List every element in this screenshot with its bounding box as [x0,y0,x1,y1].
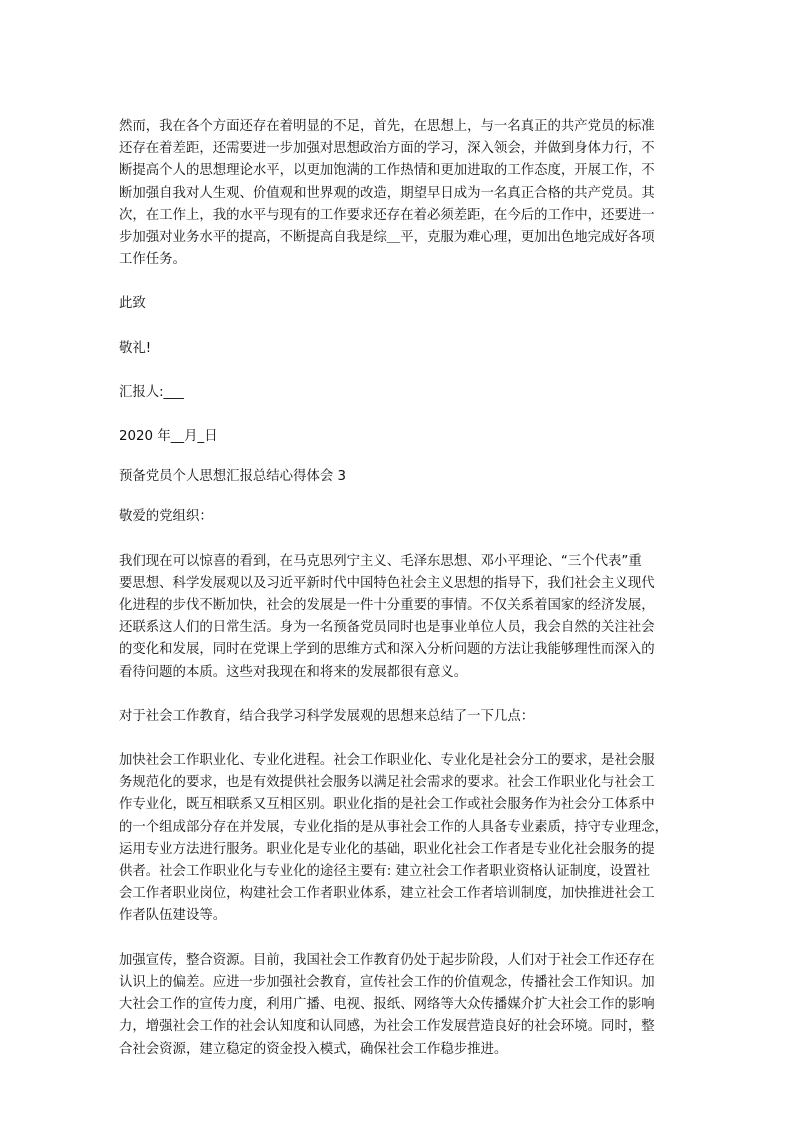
text-line: 供者。社会工作职业化与专业化的途径主要有: 建立社会工作者职业资格认证制度，设置社 [119,864,650,880]
text-line: 合社会资源，建立稳定的资金投入模式，确保社会工作稳步推进。 [119,1041,508,1057]
reporter-line [119,382,679,404]
text-line: 还存在着差距，还需要进一步加强对思想政治方面的学习，深入领会，并做到身体力行，不 [119,141,655,157]
text-line: 汇报人:___ [119,384,184,400]
text-line: 务规范化的要求，也是有效提供社会服务以满足社会需求的要求。社会工作职业化与社会工 [119,775,655,791]
text-line: 敬爱的党组织： [119,509,213,525]
text-line: 此致 [119,296,146,312]
greeting-party [119,506,679,528]
text-line: 2020 年__月_日 [119,429,218,445]
text-line: 化进程的步伐不断加快，社会的发展是一件十分重要的事情。不仅关系着国家的经济发展， [119,598,655,614]
text-line: 认识上的偏差。应进一步加强社会教育，宣传社会工作的价值观念，传播社会工作知识。加 [119,974,655,990]
text-line: 的变化和发展，同时在党课上学到的思维方式和深入分析问题的方法让我能够理性而深入的 [119,642,655,658]
text-line: 然而，我在各个方面还存在着明显的不足，首先，在思想上，与一名真正的共产党员的标准 [119,119,655,134]
text-line: 大社会工作的宣传力度，利用广播、电视、报纸、网络等大众传播媒介扩大社会工作的影响 [119,997,655,1013]
text-line: 力，增强社会工作的社会认知度和认同感，为社会工作发展营造良好的社会环境。同时，整 [119,1019,655,1035]
text-line: 看待问题的本质。这些对我现在和将来的发展都很有意义。 [119,664,468,680]
text-line: 会工作者职业岗位，构建社会工作者职业体系，建立社会工作者培训制度，加快推进社会工 [119,886,655,902]
text-line: 我们现在可以惊喜的看到，在马克思列宁主义、毛泽东思想、邓小平理论、“三个代表”重 [119,553,642,569]
text-line: 步加强对业务水平的提高，不断提高自我是综＿平，克服为难心理，更加出色地完成好各项 [119,230,655,246]
text-line: 还联系这人们的日常生活。身为一名预备党员同时也是事业单位人员，我会自然的关注社会 [119,620,655,636]
salutation-jingli [119,338,679,360]
date-line [119,426,679,448]
document-page [119,116,679,1061]
salutation-cizhi [119,293,679,315]
text-line: 次，在工作上，我的水平与现有的工作要求还存在着必须差距，在今后的工作中，还要进一 [119,207,655,223]
text-line: 运用专业方法进行服务。职业化是专业化的基础，职业化社会工作者是专业化社会服务的提 [119,841,655,857]
paragraph-publicity [119,950,679,1061]
text-line: 加强宣传，整合资源。目前，我国社会工作教育仍处于起步阶段，人们对于社会工作还存在 [119,952,655,968]
section-title [119,466,679,488]
text-line: 作者队伍建设等。 [119,908,227,924]
text-line: 要思想、科学发展观以及习近平新时代中国特色社会主义思想的指导下，我们社会主义现代 [119,575,655,591]
paragraph-summary-lead [119,706,679,728]
text-line: 预备党员个人思想汇报总结心得体会 3 [119,469,347,485]
text-line: 断加强自我对人生观、价值观和世界观的改造，期望早日成为一名真正合格的共产党员。其 [119,185,655,201]
text-line: 敬礼! [119,340,152,356]
text-line: 作专业化，既互相联系又互相区别。职业化指的是社会工作或社会服务作为社会分工体系中 [119,797,655,813]
paragraph-professionalization [119,750,679,928]
text-line: 加快社会工作职业化、专业化进程。社会工作职业化、专业化是社会分工的要求，是社会服 [119,753,655,769]
text-line: 工作任务。 [119,252,186,268]
text-line: 对于社会工作教育，结合我学习科学发展观的思想来总结了一下几点： [119,708,535,724]
text-line: 的一个组成部分存在并发展，专业化指的是从事社会工作的人具备专业素质，持守专业理念， [119,819,669,835]
paragraph-intro [119,551,679,684]
text-line: 断提高个人的思想理论水平，以更加饱满的工作热情和更加进取的工作态度，开展工作，不 [119,163,655,179]
paragraph-self-criticism [119,116,679,271]
